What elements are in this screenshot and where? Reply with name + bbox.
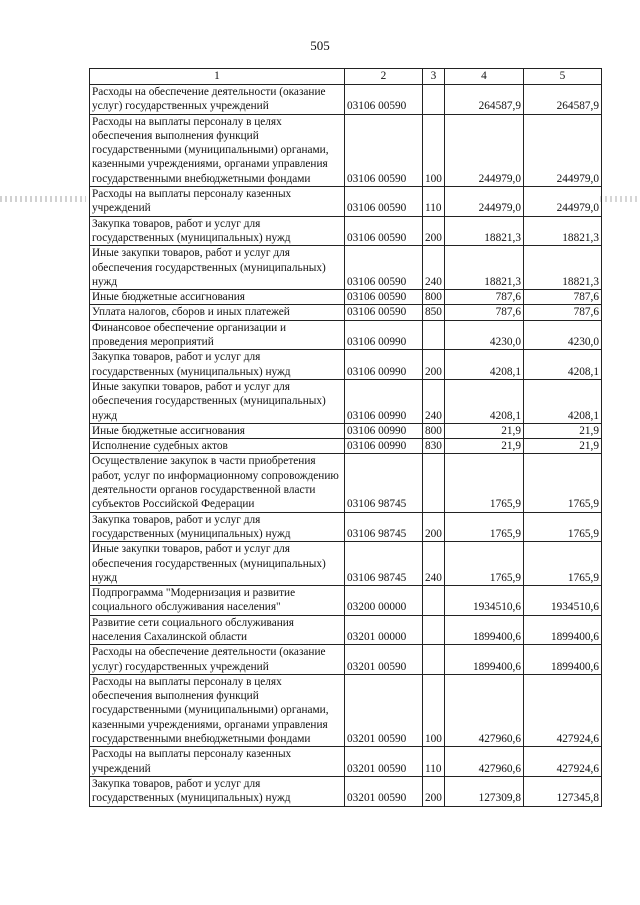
row-type-cell: 800 (423, 423, 445, 438)
row-value-col4: 427960,6 (445, 747, 524, 777)
row-value-col5: 1765,9 (524, 512, 602, 542)
row-value-col5: 1765,9 (524, 542, 602, 586)
row-value-col4: 1899400,6 (445, 645, 524, 675)
row-value-col4: 264587,9 (445, 85, 524, 115)
row-name-cell: Расходы на выплаты персоналу в целях обеспечения выполнения функций государственными (муниципальными) органами, казенными учреждениями, органами управления государственными внебюджетными фондами (90, 114, 345, 186)
row-value-col5: 4208,1 (524, 350, 602, 380)
table-row (90, 747, 602, 777)
row-type-cell: 830 (423, 439, 445, 454)
row-name-cell: Закупка товаров, работ и услуг для государственных (муниципальных) нужд (90, 776, 345, 806)
row-code-cell: 03201 00000 (345, 615, 423, 645)
row-value-col5: 427924,6 (524, 747, 602, 777)
row-value-col5: 427924,6 (524, 674, 602, 746)
table-row (90, 305, 602, 320)
row-name-cell: Закупка товаров, работ и услуг для государственных (муниципальных) нужд (90, 350, 345, 380)
row-code-cell: 03201 00590 (345, 674, 423, 746)
table-row (90, 454, 602, 512)
row-code-cell: 03200 00000 (345, 586, 423, 616)
row-code-cell: 03106 00590 (345, 114, 423, 186)
row-value-col5: 18821,3 (524, 216, 602, 246)
row-value-col4: 244979,0 (445, 187, 524, 217)
row-code-cell: 03106 98745 (345, 454, 423, 512)
row-value-col4: 427960,6 (445, 674, 524, 746)
row-type-cell: 850 (423, 305, 445, 320)
column-header: 2 (345, 69, 423, 85)
row-value-col4: 18821,3 (445, 246, 524, 290)
row-name-cell: Финансовое обеспечение организации и проведения мероприятий (90, 320, 345, 350)
row-value-col5: 787,6 (524, 305, 602, 320)
table-row (90, 439, 602, 454)
table-row (90, 320, 602, 350)
row-code-cell: 03201 00590 (345, 645, 423, 675)
row-code-cell: 03106 00990 (345, 379, 423, 423)
row-name-cell: Закупка товаров, работ и услуг для государственных (муниципальных) нужд (90, 216, 345, 246)
row-name-cell: Иные закупки товаров, работ и услуг для обеспечения государственных (муниципальных) нужд (90, 246, 345, 290)
row-value-col5: 127345,8 (524, 776, 602, 806)
row-name-cell: Иные бюджетные ассигнования (90, 290, 345, 305)
row-code-cell: 03106 00590 (345, 216, 423, 246)
table-header-row (90, 69, 602, 85)
table-row (90, 246, 602, 290)
row-value-col4: 1765,9 (445, 454, 524, 512)
budget-table (89, 68, 602, 807)
row-name-cell: Расходы на выплаты персоналу казенных учреждений (90, 747, 345, 777)
row-type-cell (423, 586, 445, 616)
row-value-col4: 4208,1 (445, 350, 524, 380)
row-value-col5: 244979,0 (524, 187, 602, 217)
row-value-col4: 127309,8 (445, 776, 524, 806)
table-row (90, 85, 602, 115)
column-header: 5 (524, 69, 602, 85)
row-code-cell: 03106 00990 (345, 320, 423, 350)
row-type-cell: 110 (423, 747, 445, 777)
row-type-cell: 200 (423, 512, 445, 542)
row-name-cell: Исполнение судебных актов (90, 439, 345, 454)
row-value-col5: 787,6 (524, 290, 602, 305)
row-code-cell: 03106 98745 (345, 542, 423, 586)
row-type-cell: 200 (423, 216, 445, 246)
page-number: 505 (310, 38, 330, 53)
row-type-cell: 100 (423, 114, 445, 186)
row-name-cell: Закупка товаров, работ и услуг для государственных (муниципальных) нужд (90, 512, 345, 542)
row-code-cell: 03106 00590 (345, 187, 423, 217)
table-row (90, 379, 602, 423)
table-row (90, 512, 602, 542)
column-header: 3 (423, 69, 445, 85)
table-row (90, 290, 602, 305)
row-value-col4: 4230,0 (445, 320, 524, 350)
row-value-col5: 4208,1 (524, 379, 602, 423)
row-type-cell: 240 (423, 542, 445, 586)
row-code-cell: 03106 00590 (345, 290, 423, 305)
row-code-cell: 03106 00990 (345, 439, 423, 454)
table-row (90, 615, 602, 645)
row-type-cell (423, 85, 445, 115)
table-row (90, 216, 602, 246)
row-value-col5: 1899400,6 (524, 615, 602, 645)
row-name-cell: Иные закупки товаров, работ и услуг для обеспечения государственных (муниципальных) нужд (90, 379, 345, 423)
row-code-cell: 03106 98745 (345, 512, 423, 542)
row-value-col4: 1765,9 (445, 512, 524, 542)
budget-table-body (90, 69, 602, 807)
row-value-col4: 1899400,6 (445, 615, 524, 645)
row-value-col5: 264587,9 (524, 85, 602, 115)
row-type-cell (423, 454, 445, 512)
row-type-cell: 200 (423, 776, 445, 806)
row-value-col4: 787,6 (445, 305, 524, 320)
row-code-cell: 03106 00990 (345, 350, 423, 380)
row-type-cell: 200 (423, 350, 445, 380)
row-name-cell: Расходы на обеспечение деятельности (оказание услуг) государственных учреждений (90, 645, 345, 675)
table-row (90, 645, 602, 675)
row-value-col4: 21,9 (445, 439, 524, 454)
row-name-cell: Расходы на выплаты персоналу в целях обеспечения выполнения функций государственными (муниципальными) органами, казенными учреждениями, органами управления государственными внебюджетными фондами (90, 674, 345, 746)
row-value-col5: 244979,0 (524, 114, 602, 186)
row-name-cell: Иные закупки товаров, работ и услуг для обеспечения государственных (муниципальных) нужд (90, 542, 345, 586)
row-value-col5: 18821,3 (524, 246, 602, 290)
row-code-cell: 03106 00990 (345, 423, 423, 438)
table-row (90, 776, 602, 806)
row-type-cell (423, 615, 445, 645)
row-name-cell: Расходы на выплаты персоналу казенных учреждений (90, 187, 345, 217)
row-value-col5: 21,9 (524, 439, 602, 454)
row-type-cell: 240 (423, 246, 445, 290)
row-value-col4: 1934510,6 (445, 586, 524, 616)
column-header: 4 (445, 69, 524, 85)
row-value-col4: 787,6 (445, 290, 524, 305)
row-value-col4: 4208,1 (445, 379, 524, 423)
table-row (90, 674, 602, 746)
table-row (90, 350, 602, 380)
row-value-col4: 1765,9 (445, 542, 524, 586)
row-code-cell: 03106 00590 (345, 305, 423, 320)
row-value-col5: 1899400,6 (524, 645, 602, 675)
row-value-col4: 244979,0 (445, 114, 524, 186)
column-header: 1 (90, 69, 345, 85)
row-type-cell: 110 (423, 187, 445, 217)
row-type-cell: 100 (423, 674, 445, 746)
row-value-col5: 1765,9 (524, 454, 602, 512)
row-name-cell: Уплата налогов, сборов и иных платежей (90, 305, 345, 320)
row-name-cell: Подпрограмма "Модернизация и развитие социального обслуживания населения" (90, 586, 345, 616)
row-type-cell (423, 320, 445, 350)
row-code-cell: 03201 00590 (345, 747, 423, 777)
table-row (90, 586, 602, 616)
row-value-col5: 4230,0 (524, 320, 602, 350)
row-type-cell: 800 (423, 290, 445, 305)
row-value-col5: 1934510,6 (524, 586, 602, 616)
row-type-cell: 240 (423, 379, 445, 423)
row-value-col5: 21,9 (524, 423, 602, 438)
row-code-cell: 03201 00590 (345, 776, 423, 806)
row-type-cell (423, 645, 445, 675)
table-row (90, 423, 602, 438)
row-code-cell: 03106 00590 (345, 85, 423, 115)
row-value-col4: 21,9 (445, 423, 524, 438)
table-row (90, 114, 602, 186)
row-value-col4: 18821,3 (445, 216, 524, 246)
row-code-cell: 03106 00590 (345, 246, 423, 290)
row-name-cell: Развитие сети социального обслуживания населения Сахалинской области (90, 615, 345, 645)
table-row (90, 187, 602, 217)
row-name-cell: Расходы на обеспечение деятельности (оказание услуг) государственных учреждений (90, 85, 345, 115)
scan-noise-right (600, 196, 640, 202)
table-row (90, 542, 602, 586)
row-name-cell: Иные бюджетные ассигнования (90, 423, 345, 438)
row-name-cell: Осуществление закупок в части приобретения работ, услуг по информационному сопровождению деятельности органов государственной власти субъектов Российской Федерации (90, 454, 345, 512)
scan-noise-left (0, 196, 86, 202)
